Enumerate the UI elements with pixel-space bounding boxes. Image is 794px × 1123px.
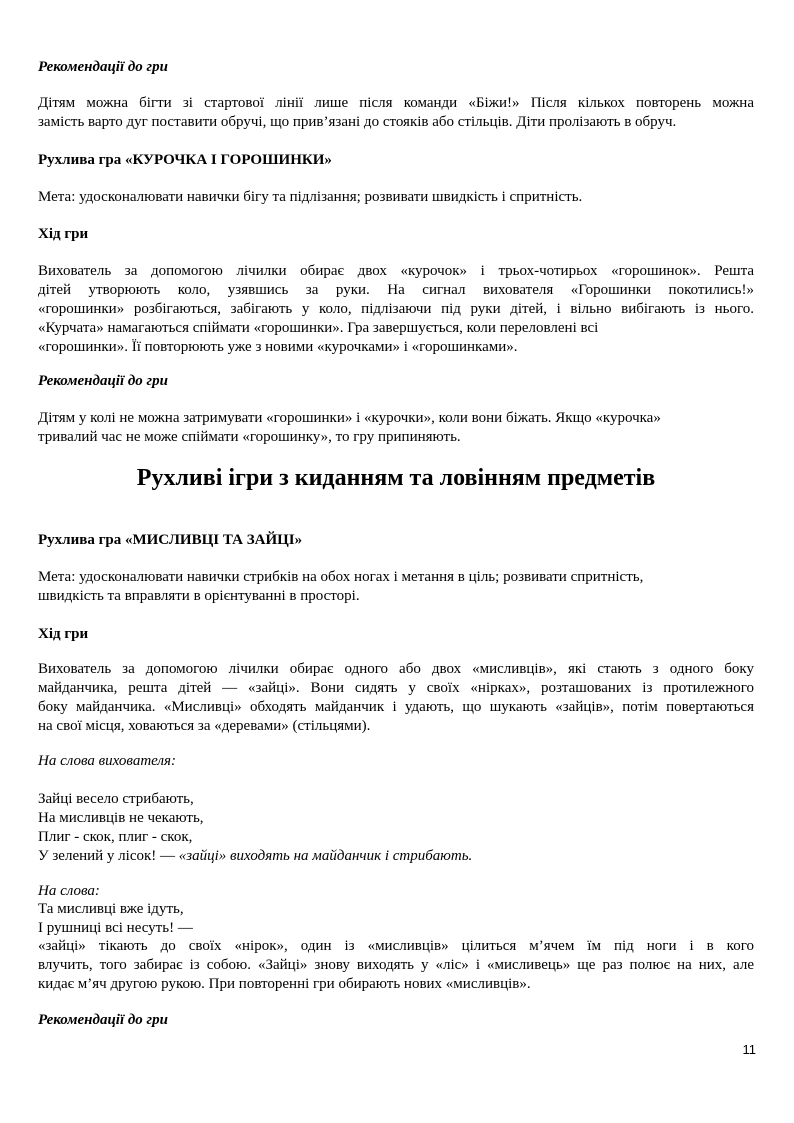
game-goal-myslyvtsi: Мета: удосконалювати навички стрибків на обох ногах і метання в ціль; розвивати спритність, швидкість та вправляти в орієнтуванні в просторі. [38, 569, 644, 604]
course-heading-1: Хід гри [38, 226, 89, 242]
verse-1: Зайці весело стрибають, На мисливців не чекають, Плиг - скок, плиг - скок, У зелений у лісок! — «зайці» виходять на майданчик і стрибають. [38, 791, 473, 864]
recommendations-heading-1: Рекомендації до гри [38, 59, 168, 75]
section-title: Рухливі ігри з киданням та ловінням предметів [136, 465, 656, 491]
game-title-kurochka: Рухлива гра «КУРОЧКА І ГОРОШИНКИ» [38, 152, 332, 168]
words2-intro: На слова: [38, 883, 100, 899]
page-number: 11 [742, 1042, 756, 1057]
recommendations-heading-2: Рекомендації до гри [38, 373, 168, 389]
game-title-myslyvtsi: Рухлива гра «МИСЛИВЦІ ТА ЗАЙЦІ» [38, 532, 303, 548]
recommendations-paragraph-1: Дітям можна бігти зі стартової лінії лише після команди «Біжи!» Після кількох повторень можна замість варто дуг поставити обручі, що прив’язані до стояків або стільців. Діти пролізають в обруч. [38, 95, 754, 130]
game-goal-kurochka: Мета: удосконалювати навички бігу та підлізання; розвивати швидкість і спритність. [38, 189, 583, 205]
words-intro: На слова вихователя: [38, 753, 176, 769]
course-paragraph-kurochka: Вихователь за допомогою лічилки обирає двох «курочок» і трьох-чотирьох «горошинок». Решта дітей утворюють коло, узявшись за руки. На сигнал вихователя «Горошинки покотились!» «горошинки» розбігаються, забігають у коло, підлізаючи під руки дітей, і вільно вибігають із нього. «Курчата» намагаються спіймати «горошинки». Гра завершується, коли переловлені всі «горошинки». Її повторюють уже з новими «курочками» і «горошинками». [38, 263, 754, 355]
verse-2: Та мисливці вже ідуть, І рушниці всі несуть! — [38, 901, 193, 936]
after-verse-paragraph: «зайці» тікають до своїх «нірок», один із «мисливців» цілиться м’ячем їм під ноги і в кого влучить, того забирає із собою. «Зайці» знову виходять у «ліс» і «мисливець» ще раз полює на них, але кидає м’яч другою рукою. При повторенні гри обирають нових «мисливців». [38, 938, 754, 992]
course-heading-2: Хід гри [38, 626, 89, 642]
recommendations-heading-3: Рекомендації до гри [38, 1012, 168, 1028]
recommendations-paragraph-2: Дітям у колі не можна затримувати «горошинки» і «курочки», коли вони біжать. Якщо «курочка» тривалий час не може спіймати «горошинку», то гру припиняють. [38, 410, 661, 445]
course-paragraph-myslyvtsi: Вихователь за допомогою лічилки обирає одного або двох «мисливців», які стають з одного боку майданчика, решта дітей — «зайці». Вони сидять у своїх «нірках», розташованих із протилежного боку майданчика. «Мисливці» обходять майданчик і удають, що шукають «зайців», потім повертаються на свої місця, ховаються за «деревами» (стільцями). [38, 661, 754, 734]
